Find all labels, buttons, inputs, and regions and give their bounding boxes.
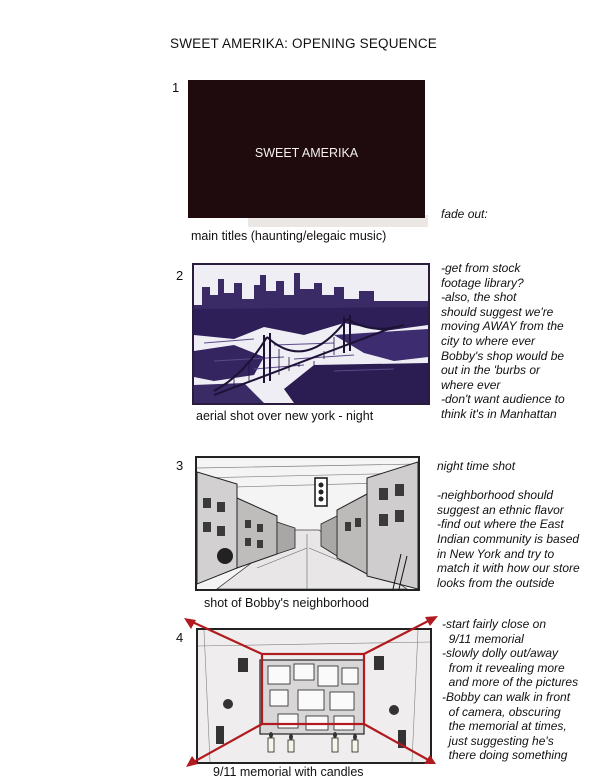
- frame-3-note-line: -find out where the East: [437, 517, 564, 532]
- frame-2-note-line: think it's in Manhattan: [441, 406, 557, 421]
- frame-3-note-spacer: [437, 474, 580, 489]
- aerial-new-york-sketch: [194, 265, 428, 403]
- frame-2-note-line: city to where ever: [441, 333, 536, 348]
- frame-1-caption: main titles (haunting/elegaic music): [191, 229, 387, 243]
- neighborhood-street-sketch: [197, 458, 418, 589]
- frame-2-note-line: where ever: [441, 377, 501, 392]
- arrow-bottom-left: [190, 724, 262, 764]
- frame-4-note-line: the memorial at times,: [442, 719, 567, 734]
- frame-4-note-line: there doing something: [442, 748, 568, 763]
- frame-3-notes: [437, 459, 580, 590]
- frame-3-note-line: suggest an ethnic flavor: [437, 502, 564, 517]
- frame-3-note-line: looks from the outside: [437, 575, 555, 590]
- frame-1-note-line: fade out:: [441, 207, 488, 221]
- frame-3-note-line: in New York and try to: [437, 546, 555, 561]
- arrow-top-right: [364, 618, 434, 654]
- frame-2-number: 2: [176, 268, 184, 283]
- frame-2-caption: aerial shot over new york - night: [196, 409, 374, 423]
- dolly-out-arrows: [178, 612, 448, 772]
- frame-3-note-line: night time shot: [437, 459, 516, 473]
- frame-4-note-line: from it revealing more: [442, 660, 565, 675]
- frame-4-note-line: -slowly dolly out/away: [442, 646, 559, 661]
- frame-3-note-line: -neighborhood should: [437, 488, 554, 503]
- frame-4-note-line: just suggesting he's: [442, 733, 554, 748]
- frame-4-note-line: and more of the pictures: [442, 675, 579, 690]
- frame-3-number: 3: [176, 458, 184, 473]
- frame-2-notes: [441, 261, 565, 422]
- frame-4-note-line: -Bobby can walk in front: [442, 689, 571, 704]
- frame-2-note-line: Bobby's shop would be: [441, 348, 565, 363]
- frame-4-note-line: of camera, obscuring: [442, 704, 561, 719]
- frame-3-note-line: Indian community is based: [437, 531, 580, 546]
- start-frame-outline: [262, 654, 364, 724]
- frame-1-notes: [441, 207, 488, 222]
- frame-4-number: 4: [176, 630, 184, 645]
- page-title: SWEET AMERIKA: OPENING SEQUENCE: [169, 36, 437, 51]
- frame-4-notes: [442, 617, 578, 763]
- frame-2-note-line: out in the 'burbs or: [441, 363, 541, 378]
- frame-2-note-line: should suggest we're: [441, 304, 554, 319]
- frame-2-note-line: -don't want audience to: [441, 392, 565, 407]
- frame-4-caption: 9/11 memorial with candles: [213, 765, 364, 779]
- frame-2-note-line: footage library?: [441, 275, 524, 290]
- frame-4-note-line: -start fairly close on: [442, 617, 547, 631]
- arrow-top-left: [188, 620, 262, 654]
- frame-2-note-line: -get from stock: [441, 261, 521, 275]
- frame-2-note-line: moving AWAY from the: [441, 319, 564, 334]
- frame-3-note-line: match it with how our store: [437, 561, 580, 576]
- frame-4-note-line: 9/11 memorial: [442, 631, 524, 646]
- frame-2-panel: [192, 263, 430, 405]
- frame-3-caption: shot of Bobby's neighborhood: [204, 596, 370, 610]
- frame-1-screen-title: SWEET AMERIKA: [254, 146, 359, 160]
- frame-1-panel: [188, 80, 425, 218]
- arrow-bottom-right: [364, 724, 432, 762]
- frame-2-note-line: -also, the shot: [441, 290, 517, 305]
- frame-1-number: 1: [172, 80, 180, 95]
- frame-3-panel: [195, 456, 420, 591]
